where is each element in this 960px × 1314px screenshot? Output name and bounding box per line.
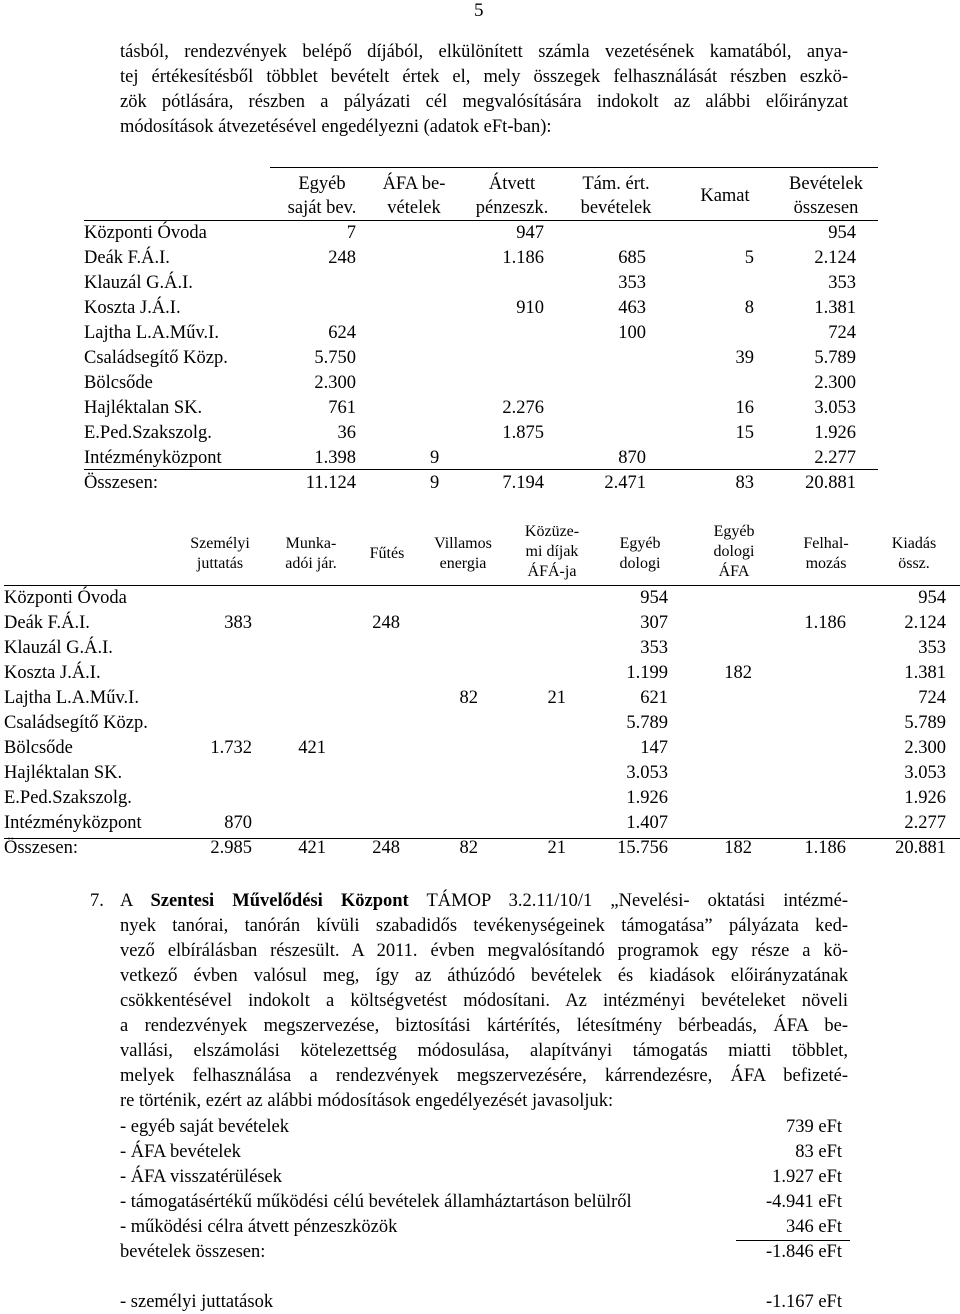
row-label: Intézményközpont (4, 813, 142, 833)
column-header-line: Kiadás (891, 535, 937, 552)
column-header (776, 534, 876, 574)
table-cell: 3.053 (904, 763, 946, 783)
row-label: Klauzál G.Á.I. (84, 273, 193, 293)
column-header-line: ÁFA (718, 563, 750, 580)
table-cell: 20.881 (895, 838, 946, 858)
table-cell: 3.053 (626, 763, 668, 783)
column-header-line: Egyéb (619, 535, 661, 552)
column-header (684, 522, 784, 582)
table-cell: 36 (337, 423, 356, 443)
column-header-line: saját bev. (287, 198, 357, 218)
row-label: Lajtha L.A.Műv.I. (84, 323, 219, 343)
table-cell: 870 (224, 813, 252, 833)
column-header (766, 172, 886, 220)
column-header-line: Személyi (190, 535, 250, 552)
table-cell: 7 (346, 223, 356, 243)
section-7-paragraph (120, 889, 848, 1114)
column-header (590, 534, 690, 574)
table-cell: 761 (328, 398, 356, 418)
table-cell: 954 (828, 223, 856, 243)
column-header-line: ÁFÁ-ja (527, 563, 577, 580)
column-header-line: Bevételek (789, 174, 863, 194)
row-label: Családsegítő Közp. (4, 713, 148, 733)
table-cell: 15.756 (617, 838, 668, 858)
section-7-line: vező elbírálásban részesült. A 2011. évben megvalósítandó programok egy része a kö- (120, 941, 848, 961)
table-cell: 421 (298, 838, 326, 858)
list-item-amount: 346 eFt (785, 1217, 842, 1237)
table-cell: 1.186 (804, 838, 846, 858)
section-7-line: re történik, ezért az alábbi módosítások engedélyezését javasoljuk: (120, 1091, 614, 1111)
table-cell: 2.277 (814, 448, 856, 468)
total-row-label: Összesen: (4, 838, 78, 858)
column-header-line: pénzeszk. (475, 198, 549, 218)
table-cell: 954 (640, 588, 668, 608)
table-cell: 1.875 (502, 423, 544, 443)
table-top-rule (270, 167, 878, 168)
column-header-line: összesen (793, 198, 859, 218)
column-header (556, 172, 676, 220)
table-cell: 21 (547, 688, 566, 708)
section-7-line: a rendezvények megszervezése, biztosítási kártérítés, létesítmény bérbeadás, ÁFA be- (120, 1016, 848, 1036)
column-header-line: mozás (805, 555, 847, 572)
row-label: Klauzál G.Á.I. (4, 638, 113, 658)
subtotal-rule (736, 1240, 850, 1241)
intro-paragraph (120, 40, 848, 140)
page-number: 5 (474, 0, 484, 21)
row-label: Lajtha L.A.Műv.I. (4, 688, 139, 708)
table-cell: 5.789 (626, 713, 668, 733)
table-cell: 954 (918, 588, 946, 608)
intro-line: zök pótlására, részben a pályázati cél megvalósítására indokolt az alábbi előirányzat (120, 92, 848, 112)
row-label: Központi Óvoda (84, 223, 207, 243)
table-cell: 2.300 (814, 373, 856, 393)
table-cell: 1.398 (314, 448, 356, 468)
table-cell: 2.300 (314, 373, 356, 393)
table-cell: 307 (640, 613, 668, 633)
table-cell: 1.926 (814, 423, 856, 443)
table-cell: 624 (328, 323, 356, 343)
section-7-line: vetkező évben valósul meg, így az áthúzódó bevételek és kiadások előirányzatának (120, 966, 848, 986)
table-cell: 1.186 (804, 613, 846, 633)
table-cell: 11.124 (305, 473, 356, 493)
table-cell: 7.194 (502, 473, 544, 493)
table-cell: 2.471 (604, 473, 646, 493)
list-item-label: - támogatásértékű működési célú bevételek államháztartáson belülről (120, 1192, 632, 1212)
table-cell: 870 (618, 448, 646, 468)
list-item-amount: 1.927 eFt (772, 1167, 842, 1187)
table-cell: 2.276 (502, 398, 544, 418)
column-header (413, 534, 513, 574)
table-cell: 947 (516, 223, 544, 243)
table-cell: 685 (618, 248, 646, 268)
table-cell: 724 (828, 323, 856, 343)
column-header-line: Egyéb (298, 174, 346, 194)
column-header-line: adói jár. (285, 555, 337, 572)
column-header-line: juttatás (196, 555, 244, 572)
section-number: 7. (90, 891, 104, 911)
table-cell: 1.732 (210, 738, 252, 758)
column-header-line: bevételek (580, 198, 652, 218)
table-cell: 463 (618, 298, 646, 318)
section-7-line: csökkentésével indokolt a költségvetést módosítani. Az intézményi bevételeket növeli (120, 991, 848, 1011)
section-7-lead: A (120, 891, 151, 911)
table-cell: 1.381 (904, 663, 946, 683)
table-cell: 421 (298, 738, 326, 758)
column-header-line: Villamos (434, 535, 492, 552)
table-cell: 621 (640, 688, 668, 708)
column-header-line: Kamat (700, 186, 750, 206)
row-label: Intézményközpont (84, 448, 222, 468)
table-cell: 182 (724, 838, 752, 858)
row-label: Bölcsőde (4, 738, 73, 758)
list-item-amount: -1.167 eFt (765, 1292, 842, 1312)
column-header-line: dologi (619, 555, 661, 572)
table-cell: 353 (828, 273, 856, 293)
institution-name: Szentesi Művelődési Központ (150, 891, 409, 911)
table-cell: 21 (547, 838, 566, 858)
row-label: Hajléktalan SK. (4, 763, 123, 783)
row-label: Hajléktalan SK. (84, 398, 203, 418)
column-header-line: Átvett (488, 174, 536, 194)
table-cell: 5 (744, 248, 754, 268)
table-cell: 182 (724, 663, 752, 683)
column-header (864, 534, 960, 574)
column-header-line: Felhal- (803, 535, 849, 552)
table-cell: 1.186 (502, 248, 544, 268)
table-cell: 2.124 (814, 248, 856, 268)
table-cell: 9 (430, 473, 440, 493)
table-cell: 1.381 (814, 298, 856, 318)
table-cell: 383 (224, 613, 252, 633)
table-cell: 82 (459, 838, 478, 858)
row-label: Koszta J.Á.I. (84, 298, 181, 318)
table-cell: 100 (618, 323, 646, 343)
row-label: E.Ped.Szakszolg. (4, 788, 132, 808)
column-header-line: vételek (387, 198, 441, 218)
table-cell: 248 (328, 248, 356, 268)
row-label: Bölcsőde (84, 373, 153, 393)
table-cell: 9 (430, 448, 440, 468)
table-cell: 83 (735, 473, 754, 493)
column-header-line: ÁFA be- (382, 174, 446, 194)
column-header-line: Egyéb (713, 523, 755, 540)
table-cell: 248 (372, 613, 400, 633)
table-cell: 2.124 (904, 613, 946, 633)
table-cell: 353 (918, 638, 946, 658)
table-cell: 1.926 (904, 788, 946, 808)
section-7-rest: TÁMOP 3.2.11/10/1 „Nevelési- oktatási intézmé- (408, 891, 848, 911)
column-header-line: Közüze- (524, 523, 580, 540)
table-cell: 1.407 (626, 813, 668, 833)
table-cell: 2.277 (904, 813, 946, 833)
table-cell: 248 (372, 838, 400, 858)
table-cell: 20.881 (805, 473, 856, 493)
list-item-amount: 739 eFt (785, 1117, 842, 1137)
column-header (502, 522, 602, 582)
list-item-amount: -4.941 eFt (765, 1192, 842, 1212)
table-cell: 147 (640, 738, 668, 758)
row-label: Központi Óvoda (4, 588, 127, 608)
column-header-line: össz. (898, 555, 930, 572)
table-cell: 82 (459, 688, 478, 708)
section-7-line: vallási, elszámolási kötelezettség módosulása, alapítványi támogatás miatti többlet, (120, 1041, 848, 1061)
intro-line: tásból, rendezvények belépő díjából, elkülönített számla vezetésének kamatából, anya- (120, 42, 848, 62)
intro-line: módosítások átvezetésével engedélyezni (adatok eFt-ban): (120, 117, 552, 137)
column-header-line: Fűtés (369, 545, 405, 562)
table-cell: 39 (735, 348, 754, 368)
table-cell: 8 (744, 298, 754, 318)
column-header-line: mi díjak (525, 543, 579, 560)
table-cell: 2.300 (904, 738, 946, 758)
table-cell: 2.985 (210, 838, 252, 858)
table-cell: 353 (618, 273, 646, 293)
table-header-rule (84, 220, 878, 221)
column-header-line: energia (439, 555, 487, 572)
table-cell: 5.789 (814, 348, 856, 368)
list-item-label: - egyéb saját bevételek (120, 1117, 289, 1137)
table-cell: 353 (640, 638, 668, 658)
table-cell: 5.750 (314, 348, 356, 368)
table-cell: 16 (735, 398, 754, 418)
section-7-first-line (120, 889, 848, 914)
row-label: E.Ped.Szakszolg. (84, 423, 212, 443)
table-cell: 15 (735, 423, 754, 443)
section-7-line: nyek tanórai, tanórán kívüli szabadidős tevékenységeinek támogatása” pályázata ked- (120, 916, 848, 936)
row-label: Deák F.Á.I. (4, 613, 90, 633)
list-item-label: - ÁFA visszatérülések (120, 1167, 283, 1187)
column-header (170, 534, 270, 574)
total-row-label: Összesen: (84, 473, 158, 493)
table-cell: 1.926 (626, 788, 668, 808)
list-item-amount: 83 eFt (795, 1142, 842, 1162)
list-item-label: - működési célra átvett pénzeszközök (120, 1217, 398, 1237)
row-label: Deák F.Á.I. (84, 248, 170, 268)
list-item-label: bevételek összesen: (120, 1242, 266, 1262)
column-header-line: Munka- (285, 535, 337, 552)
table-cell: 910 (516, 298, 544, 318)
table-total-rule (84, 469, 878, 470)
table-cell: 1.199 (626, 663, 668, 683)
intro-line: tej értékesítésből többlet bevételt értek el, mely összegek felhasználását részben eszkö- (120, 67, 848, 87)
list-item-amount: -1.846 eFt (765, 1242, 842, 1262)
section-7-line: melyek felhasználása a rendezvények megszervezésére, kárrendezésre, ÁFA befizeté- (120, 1066, 848, 1086)
list-item-label: - személyi juttatások (120, 1292, 274, 1312)
row-label: Koszta J.Á.I. (4, 663, 101, 683)
column-header-line: dologi (713, 543, 755, 560)
table-cell: 3.053 (814, 398, 856, 418)
table-cell: 724 (918, 688, 946, 708)
table-header-rule (4, 585, 960, 586)
column-header-line: Tám. ért. (582, 174, 650, 194)
column-header (452, 172, 572, 220)
table-cell: 5.789 (904, 713, 946, 733)
row-label: Családsegítő Közp. (84, 348, 228, 368)
list-item-label: - ÁFA bevételek (120, 1142, 241, 1162)
